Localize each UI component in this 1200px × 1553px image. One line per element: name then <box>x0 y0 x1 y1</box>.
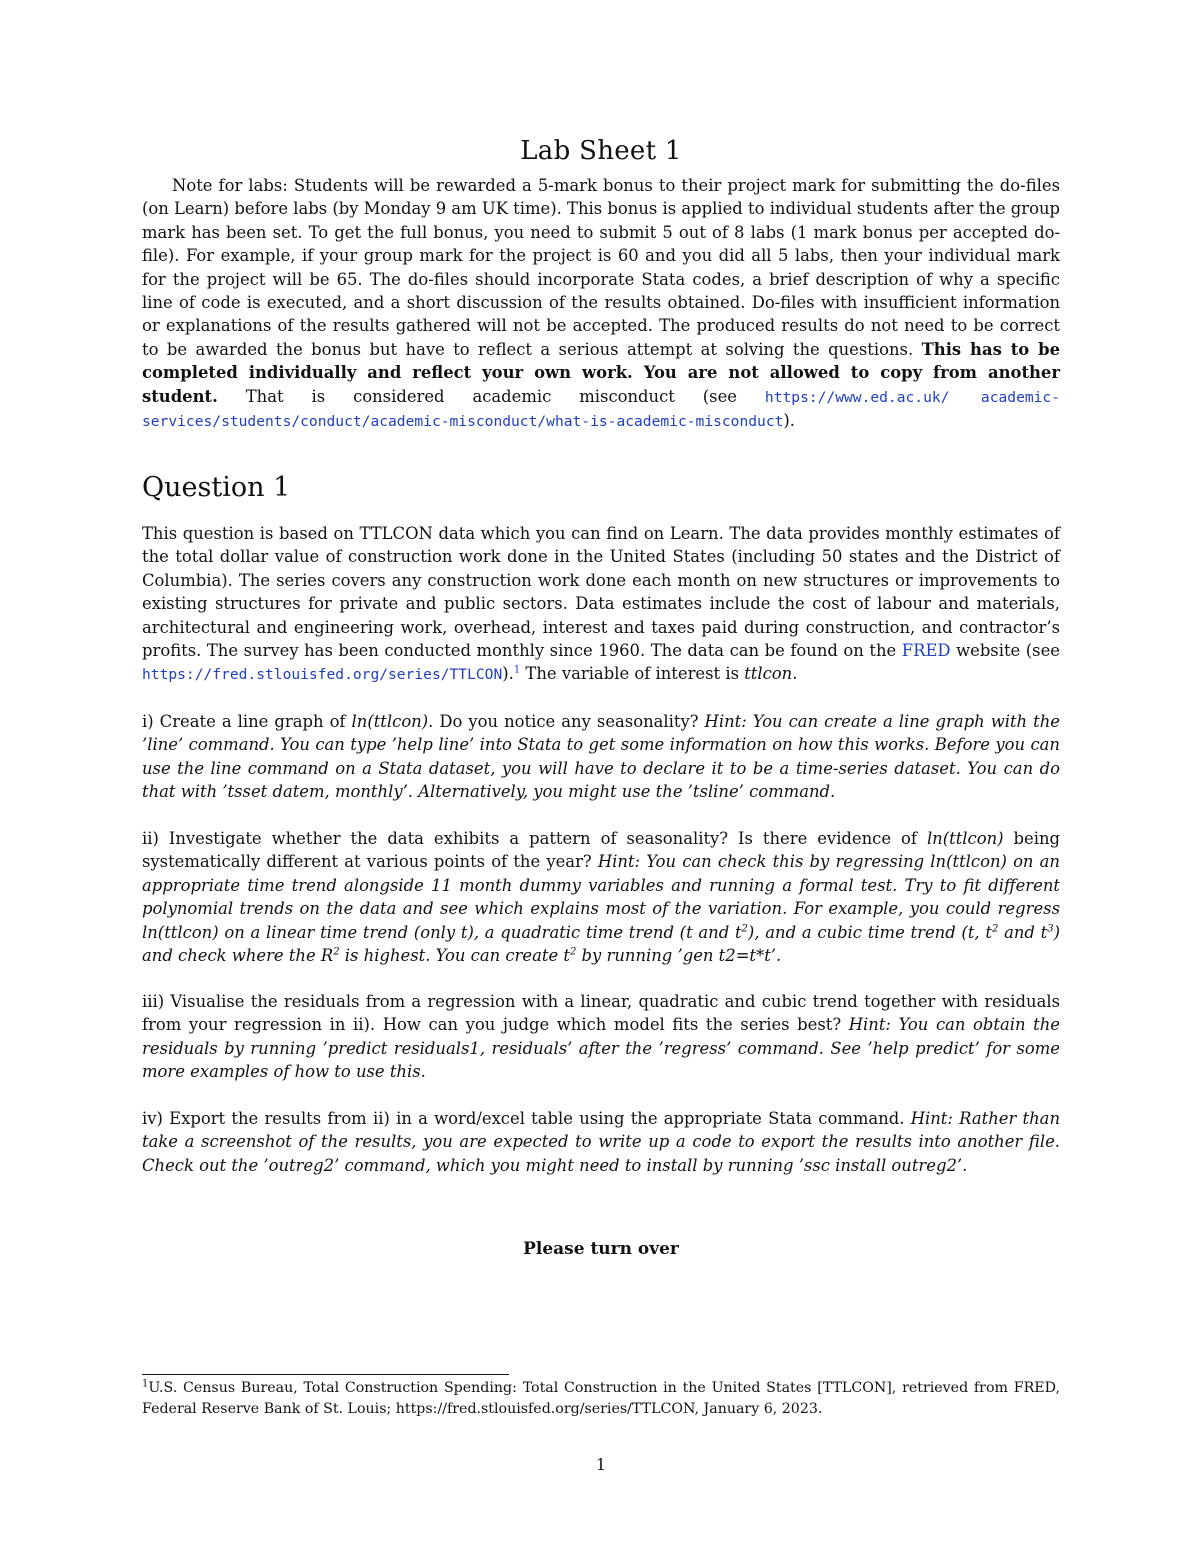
qii-var: ln(ttlcon) <box>926 829 1004 848</box>
qii-hint-3: and t <box>998 922 1048 942</box>
lab-note-paragraph <box>142 174 1060 433</box>
qiv-hint: Hint: Rather than take a screenshot of the results, you are expected to write up a code to export the results into another file. Check out the ’outreg2’ command, which you might need to install by running ’ssc install outreg2’. <box>142 1109 1060 1175</box>
qii-sup-1: 2 <box>741 923 748 935</box>
intro-text-2: website (see <box>950 641 1060 661</box>
page-title: Lab Sheet 1 <box>520 136 682 166</box>
qi-var: ln(ttlcon) <box>351 712 429 731</box>
footnote-number: 1 <box>142 1378 149 1390</box>
variable-name: ttlcon <box>744 664 793 684</box>
qii-hint-4: ) and check where the R <box>142 922 1060 966</box>
qii-hint-6: by running ’gen t2=t*t’. <box>576 946 782 966</box>
question-i <box>142 710 1060 804</box>
footnote-rule <box>142 1374 509 1375</box>
note-text-2: That is considered academic misconduct (see <box>217 386 765 406</box>
document-page <box>142 0 1060 1553</box>
intro-text-1: This question is based on TTLCON data which you can find on Learn. The data provides monthly estimates of the total dollar value of construction work done in the United States (including 50 states and the District of Columbia). The series covers any construction work done each month on new structures or improvements to existing structures for private and public sectors. Data estimates include the cost of labour and materials, architectural and engineering work, overhead, interest and taxes paid during construction, and contractor’s profits. The survey has been conducted monthly since 1960. The data can be found on the <box>142 524 1060 661</box>
footnote <box>142 1378 1060 1420</box>
intro-text-4: The variable of interest is <box>520 664 745 684</box>
note-text-3: ). <box>783 411 796 431</box>
page-number: 1 <box>595 1455 607 1474</box>
qiii-hint: Hint: You can obtain the residuals by running ’predict residuals1, residuals’ after the ’regress’ command. See ’help predict’ for some more examples of how to use this. <box>142 1015 1060 1082</box>
qii-sup-4: 2 <box>333 946 340 958</box>
note-bold-warning: This has to be completed individually and reflect your own work. You are not allowed to copy from another student. <box>142 339 1060 406</box>
misconduct-link[interactable]: https://www.ed.ac.uk/ academic-services/students/conduct/academic-misconduct/what-is-academic-misconduct <box>142 388 1061 431</box>
question-intro-paragraph <box>142 522 1060 687</box>
question-iii <box>142 990 1060 1084</box>
qii-sup-2: 2 <box>991 923 999 935</box>
qi-prefix: i) Create a line graph of <box>142 712 352 731</box>
footnote-marker[interactable]: 1 <box>513 664 521 676</box>
qi-hint: Hint: You can create a line graph with the ’line’ command. You can type ’help line’ into Stata to get some information on how this works. Before you can use the line command on a Stata dataset, you will have to declare it to be a time-series dataset. You can do that with ’tsset datem, monthly’. Alternatively, you might use the ’tsline’ command. <box>142 712 1060 802</box>
footnote-text: U.S. Census Bureau, Total Construction Spending: Total Construction in the United States [TTLCON], retrieved from FRED, Federal Reserve Bank of St. Louis; https://fred.stlouisfed.org/series/TTLCON, January 6, 2023. <box>142 1380 1060 1417</box>
qii-hint-1: Hint: You can check this by regressing ln(ttlcon) on an appropriate time trend alongside 11 month dummy variables and running a formal test. Try to fit different polynomial trends on the data and see which explains most of the variation. For example, you could regress ln(ttlcon) on a linear time trend (only t), a quadratic time trend (t and t <box>142 852 1060 942</box>
qii-hint-2: ), and a cubic time trend (t, t <box>747 922 992 942</box>
question-iv <box>142 1107 1060 1177</box>
note-text-1: Note for labs: Students will be rewarded a 5-mark bonus to their project mark for submitting the do-files (on Learn) before labs (by Monday 9 am UK time). This bonus is applied to individual students after the group mark has been set. To get the full bonus, you need to submit 5 out of 8 labs (1 mark bonus per accepted do-file). For example, if your group mark for the project is 60 and you did all 5 labs, then your individual mark for the project will be 65. The do-files should incorporate Stata codes, a brief description of why a specific line of code is executed, and a short discussion of the results obtained. Do-files with insufficient information or explanations of the results gathered will not be accepted. The produced results do not need to be correct to be awarded the bonus but have to reflect a serious attempt at solving the questions. <box>142 176 1060 359</box>
fred-link[interactable]: FRED <box>901 641 951 661</box>
qii-sup-3: 3 <box>1047 923 1054 935</box>
intro-text-5: . <box>792 664 798 684</box>
intro-text-3: ). <box>502 664 514 684</box>
question-heading: Question 1 <box>142 472 291 503</box>
turn-over-note: Please turn over <box>523 1239 679 1259</box>
qi-mid: . Do you notice any seasonality? <box>428 712 705 731</box>
question-ii <box>142 827 1060 967</box>
qii-prefix: ii) Investigate whether the data exhibits a pattern of seasonality? Is there evidence of <box>142 829 927 848</box>
ttlcon-link[interactable]: https://fred.stlouisfed.org/series/TTLCON <box>142 666 503 684</box>
qii-sup-5: 2 <box>569 946 577 958</box>
qiii-prefix: iii) Visualise the residuals from a regression with a linear, quadratic and cubic trend together with residuals from your regression in ii). How can you judge which model fits the series best? <box>142 992 1060 1035</box>
qii-mid: being systematically different at various points of the year? <box>142 829 1060 872</box>
qii-hint-5: is highest. You can create t <box>339 946 570 966</box>
qiv-prefix: iv) Export the results from ii) in a word/excel table using the appropriate Stata command. <box>142 1109 911 1128</box>
